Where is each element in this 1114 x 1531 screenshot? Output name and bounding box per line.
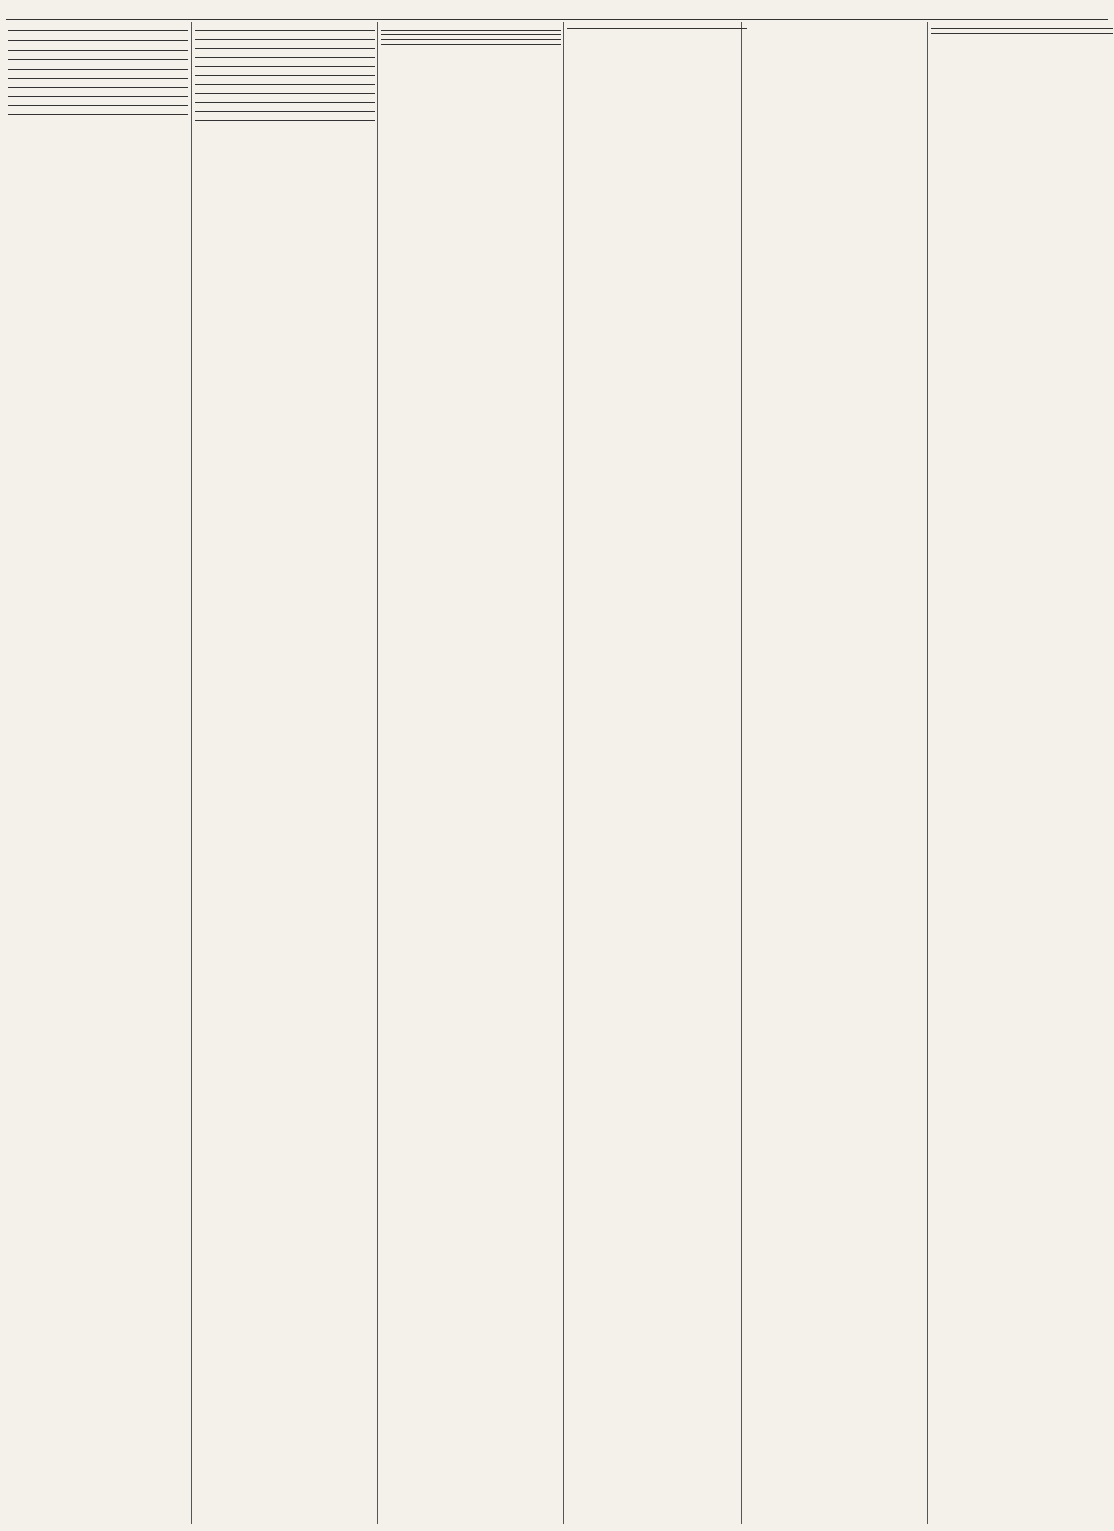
column-divider xyxy=(927,22,928,1524)
birth-notice xyxy=(381,24,561,31)
dateline xyxy=(381,41,561,45)
divider xyxy=(931,33,1113,34)
road-board-ad xyxy=(195,78,375,85)
maslin-ad xyxy=(8,72,188,79)
masthead xyxy=(0,4,1114,18)
herbalist-ad xyxy=(195,60,375,67)
column-3 xyxy=(381,24,561,1524)
mail-notices xyxy=(195,114,375,121)
arowhenua-ad xyxy=(195,69,375,76)
divider xyxy=(567,28,747,29)
column-6 xyxy=(931,24,1113,1524)
chemist-ad xyxy=(195,87,375,94)
lantern-ad xyxy=(195,33,375,40)
orchestral-ad xyxy=(195,51,375,58)
divider xyxy=(931,28,1113,29)
acclimatisation-ad xyxy=(8,99,188,106)
horse-taming-ad xyxy=(195,42,375,49)
shipping-notice xyxy=(8,24,188,31)
column-divider xyxy=(563,22,564,1524)
column-divider xyxy=(377,22,378,1524)
column-1 xyxy=(8,24,188,1524)
column-2 xyxy=(195,24,375,1524)
mundell-ad xyxy=(8,33,188,41)
paper-title xyxy=(381,34,561,40)
gray-cattle-ad xyxy=(8,53,188,60)
half-holiday-ad xyxy=(8,108,188,115)
tea-fight-ad xyxy=(195,24,375,31)
column-5 xyxy=(745,24,925,1524)
clothing-sale-ad xyxy=(8,43,188,51)
column-4 xyxy=(567,24,747,1524)
debt-forms-ad xyxy=(8,90,188,97)
farmers-ad xyxy=(8,81,188,88)
wool-ad xyxy=(8,62,188,70)
top-rule xyxy=(6,19,1108,20)
column-divider xyxy=(191,22,192,1524)
builders-ad xyxy=(195,96,375,103)
carpenters-ad xyxy=(195,105,375,112)
